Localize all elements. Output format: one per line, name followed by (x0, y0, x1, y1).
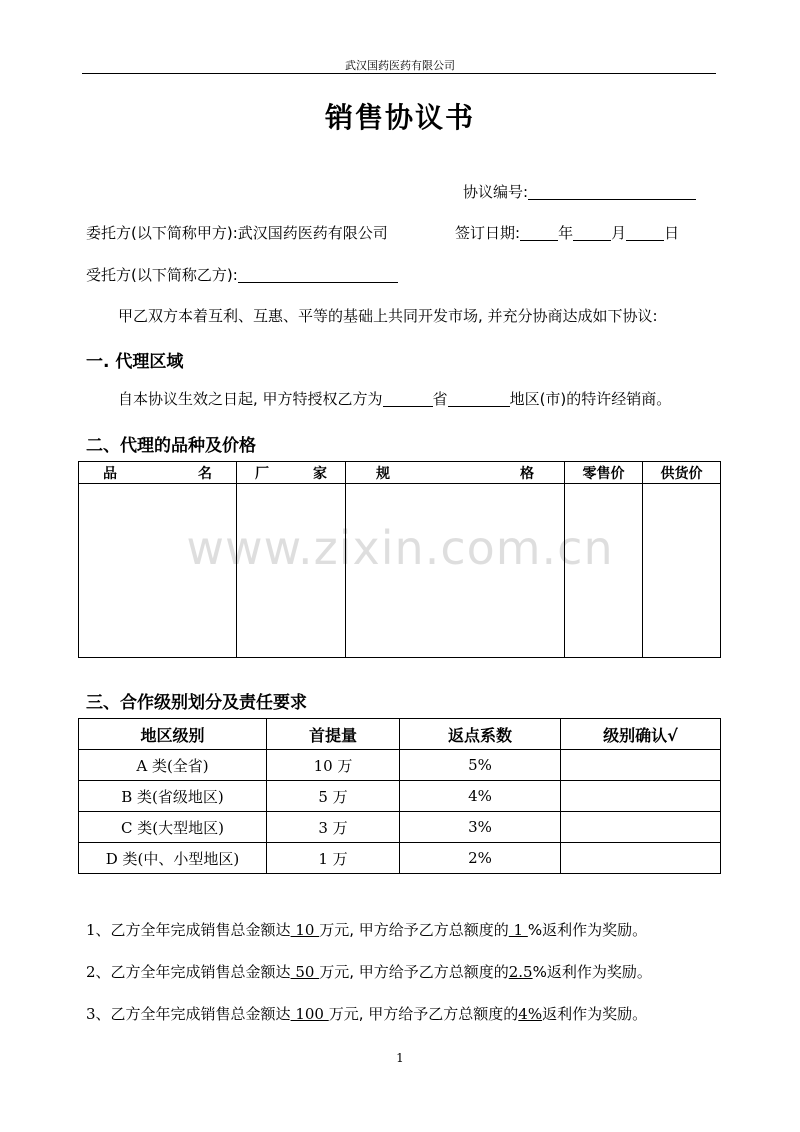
reward-amount: 10 (290, 921, 320, 939)
product-table-header (79, 462, 721, 484)
col-manufacturer-2: 家 (313, 465, 327, 482)
agreement-number-label: 协议编号: (463, 183, 529, 201)
reward-rate: 2.5 (508, 963, 533, 981)
cooperation-level-table (78, 718, 721, 874)
sign-date-label: 签订日期: (455, 224, 521, 242)
party-b (86, 264, 398, 285)
col-manufacturer-1: 厂 (255, 465, 269, 482)
reward-mid: 万元, 甲方给予乙方总额度的 (328, 1005, 519, 1023)
reward-post: %返利作为奖励。 (527, 921, 648, 939)
watermark: www.zixin.com.cn (186, 521, 614, 575)
agreement-number-blank[interactable] (528, 184, 696, 200)
reward-mid: 万元, 甲方给予乙方总额度的 (319, 921, 509, 939)
intro-paragraph: 甲乙双方本着互利、互惠、平等的基础上共同开发市场, 并充分协商达成如下协议: (118, 307, 658, 325)
col-rebate-rate: 返点系数 (400, 719, 561, 750)
level-first-order: 3 万 (267, 812, 400, 843)
province-blank[interactable] (383, 391, 433, 407)
level-confirm-cell[interactable] (561, 843, 721, 874)
section3-heading: 三、合作级别划分及责任要求 (86, 693, 307, 713)
day-blank[interactable] (626, 225, 664, 241)
section1-text-a: 自本协议生效之日起, 甲方特授权乙方为 (118, 390, 383, 408)
col-spec-1: 规 (376, 465, 390, 482)
year-label: 年 (558, 224, 574, 242)
section2-heading: 二、代理的品种及价格 (86, 436, 256, 456)
reward-rate: 4% (518, 1005, 543, 1023)
col-spec (346, 462, 565, 484)
section1-text (118, 388, 671, 409)
party-a-label: 委托方(以下简称甲方): (86, 224, 238, 242)
month-blank[interactable] (573, 225, 611, 241)
level-rebate: 5% (400, 750, 561, 781)
party-b-label: 受托方(以下简称乙方): (86, 266, 238, 284)
reward-amount: 100 (290, 1005, 329, 1023)
col-supply-price: 供货价 (643, 462, 721, 484)
page-number: 1 (396, 1051, 404, 1065)
reward-pre: 、乙方全年完成销售总金额达 (95, 921, 291, 939)
sign-date (455, 222, 679, 243)
col-product-name-1: 品 (103, 465, 117, 482)
level-rebate: 3% (400, 812, 561, 843)
level-name: A 类(全省) (79, 750, 267, 781)
section1-text-b: 省 (432, 390, 448, 408)
reward-clause-2 (86, 961, 652, 982)
col-retail-price: 零售价 (565, 462, 643, 484)
col-manufacturer (237, 462, 346, 484)
level-name: D 类(中、小型地区) (79, 843, 267, 874)
section1-text-c: 地区(市)的特许经销商。 (509, 390, 672, 408)
reward-pre: 、乙方全年完成销售总金额达 (95, 1005, 291, 1023)
level-first-order: 10 万 (267, 750, 400, 781)
reward-pre: 、乙方全年完成销售总金额达 (95, 963, 291, 981)
level-confirm-cell[interactable] (561, 812, 721, 843)
reward-amount: 50 (290, 963, 320, 981)
reward-mid: 万元, 甲方给予乙方总额度的 (319, 963, 509, 981)
party-b-name-blank[interactable] (238, 267, 398, 283)
section1-heading: 一. 代理区域 (86, 352, 184, 372)
level-table-header (79, 719, 721, 750)
level-row (79, 781, 721, 812)
level-name: C 类(大型地区) (79, 812, 267, 843)
level-first-order: 1 万 (267, 843, 400, 874)
reward-num: 1 (86, 921, 96, 939)
month-label: 月 (611, 224, 627, 242)
level-rebate: 2% (400, 843, 561, 874)
level-rebate: 4% (400, 781, 561, 812)
header-divider (82, 73, 716, 74)
level-row (79, 750, 721, 781)
level-first-order: 5 万 (267, 781, 400, 812)
reward-num: 3 (86, 1005, 96, 1023)
party-a-name: 武汉国药医药有限公司 (237, 224, 388, 242)
col-spec-2: 格 (520, 465, 534, 482)
level-confirm-cell[interactable] (561, 781, 721, 812)
reward-clause-3 (86, 1003, 647, 1024)
reward-post: 返利作为奖励。 (542, 1005, 648, 1023)
col-product-name (79, 462, 237, 484)
col-region-level: 地区级别 (79, 719, 267, 750)
header-company: 武汉国药医药有限公司 (345, 59, 455, 72)
col-level-confirm: 级别确认√ (561, 719, 721, 750)
reward-rate: 1 (508, 921, 528, 939)
level-name: B 类(省级地区) (79, 781, 267, 812)
reward-num: 2 (86, 963, 96, 981)
day-label: 日 (664, 224, 680, 242)
reward-post: %返利作为奖励。 (532, 963, 652, 981)
document-title: 销售协议书 (324, 101, 475, 134)
year-blank[interactable] (520, 225, 558, 241)
agreement-number (463, 181, 696, 202)
reward-clause-1 (86, 919, 647, 940)
level-row (79, 843, 721, 874)
level-row (79, 812, 721, 843)
region-blank[interactable] (448, 391, 510, 407)
col-first-order: 首提量 (267, 719, 400, 750)
level-confirm-cell[interactable] (561, 750, 721, 781)
col-product-name-2: 名 (198, 465, 212, 482)
party-a (86, 222, 388, 243)
